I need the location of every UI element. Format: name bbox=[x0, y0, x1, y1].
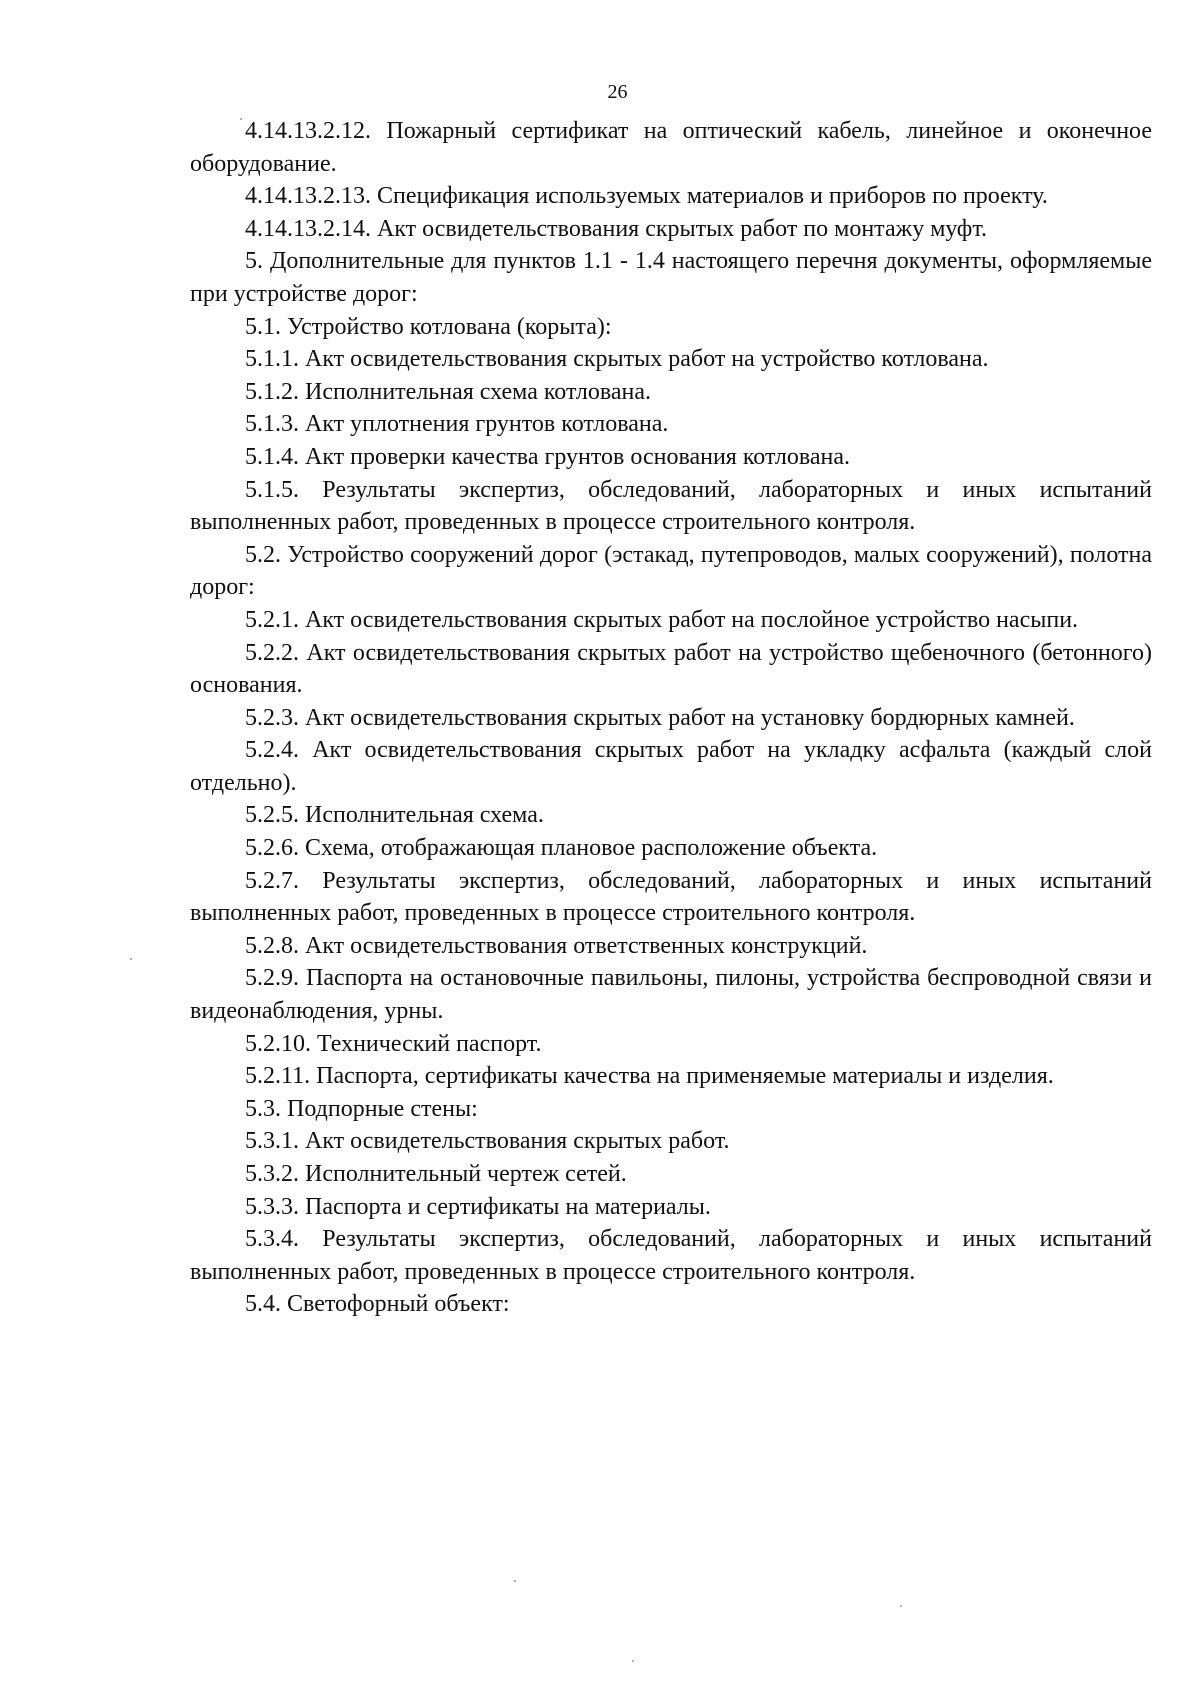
paragraph-5-1: 5.1. Устройство котлована (корыта): bbox=[245, 313, 612, 340]
paragraph-5-2-6: 5.2.6. Схема, отображающая плановое расположение объекта. bbox=[245, 835, 878, 862]
paragraph-5-1-1: 5.1.1. Акт освидетельствования скрытых работ на устройство котлована. bbox=[245, 346, 989, 373]
paragraph-5-1-3: 5.1.3. Акт уплотнения грунтов котлована. bbox=[245, 411, 669, 438]
paragraph-5-3-2: 5.3.2. Исполнительный чертеж сетей. bbox=[245, 1161, 627, 1187]
paragraph-4-14-13-2-14: 4.14.13.2.14. Акт освидетельствования скрытых работ по монтажу муфт. bbox=[245, 215, 988, 242]
paragraph-5-1-5: 5.1.5. Результаты экспертиз, обследований, лабораторных и иных испытаний выполненных работ, проведенных в процессе строительного контроля. bbox=[190, 476, 1152, 536]
paragraph-5-4: 5.4. Светофорный объект: bbox=[245, 1291, 510, 1318]
paragraph-5-2-7: 5.2.7. Результаты экспертиз, обследований, лабораторных и иных испытаний выполненных работ, проведенных в процессе строительного контроля. bbox=[190, 867, 1152, 927]
paragraph-5-3: 5.3. Подпорные стены: bbox=[245, 1095, 478, 1122]
paragraph-5-2: 5.2. Устройство сооружений дорог (эстакад, путепроводов, малых сооружений), полотна дорог: bbox=[190, 541, 1152, 601]
scan-speck bbox=[632, 1660, 634, 1662]
paragraph-4-14-13-2-13: 4.14.13.2.13. Спецификация используемых материалов и приборов по проекту. bbox=[245, 183, 1048, 210]
scan-speck bbox=[900, 1605, 902, 1607]
scan-speck bbox=[240, 118, 242, 120]
scan-speck bbox=[514, 1580, 516, 1582]
page-number: 26 bbox=[607, 81, 628, 103]
paragraph-5-2-9: 5.2.9. Паспорта на остановочные павильоны, пилоны, устройства беспроводной связи и видеонаблюдения, урны. bbox=[190, 965, 1152, 1025]
paragraph-5-2-10: 5.2.10. Технический паспорт. bbox=[245, 1030, 542, 1057]
paragraph-5-2-5: 5.2.5. Исполнительная схема. bbox=[245, 802, 544, 829]
paragraph-5-3-4: 5.3.4. Результаты экспертиз, обследований, лабораторных и иных испытаний выполненных работ, проведенных в процессе строительного контроля. bbox=[190, 1226, 1152, 1285]
paragraph-5: 5. Дополнительные для пунктов 1.1 - 1.4 настоящего перечня документы, оформляемые при устройстве дорог: bbox=[190, 248, 1152, 307]
paragraph-5-2-1: 5.2.1. Акт освидетельствования скрытых работ на послойное устройство насыпи. bbox=[245, 606, 1079, 633]
paragraph-5-1-4: 5.1.4. Акт проверки качества грунтов основания котлована. bbox=[245, 443, 850, 470]
paragraph-5-3-3: 5.3.3. Паспорта и сертификаты на материалы. bbox=[245, 1193, 711, 1220]
paragraph-5-1-2: 5.1.2. Исполнительная схема котлована. bbox=[245, 378, 651, 405]
paragraph-5-2-11: 5.2.11. Паспорта, сертификаты качества на применяемые материалы и изделия. bbox=[245, 1063, 1054, 1090]
scan-speck bbox=[130, 958, 132, 960]
paragraph-5-2-3: 5.2.3. Акт освидетельствования скрытых работ на установку бордюрных камней. bbox=[245, 704, 1075, 731]
paragraph-4-14-13-2-12: 4.14.13.2.12. Пожарный сертификат на оптический кабель, линейное и оконечное оборудование. bbox=[190, 118, 1152, 177]
paragraph-5-3-1: 5.3.1. Акт освидетельствования скрытых работ. bbox=[245, 1128, 730, 1155]
document-body bbox=[190, 115, 1152, 1321]
paragraph-5-2-2: 5.2.2. Акт освидетельствования скрытых работ на устройство щебеночного (бетонного) основания. bbox=[190, 639, 1152, 699]
paragraph-5-2-4: 5.2.4. Акт освидетельствования скрытых работ на укладку асфальта (каждый слой отдельно). bbox=[190, 737, 1152, 796]
paragraph-5-2-8: 5.2.8. Акт освидетельствования ответственных конструкций. bbox=[245, 932, 868, 959]
